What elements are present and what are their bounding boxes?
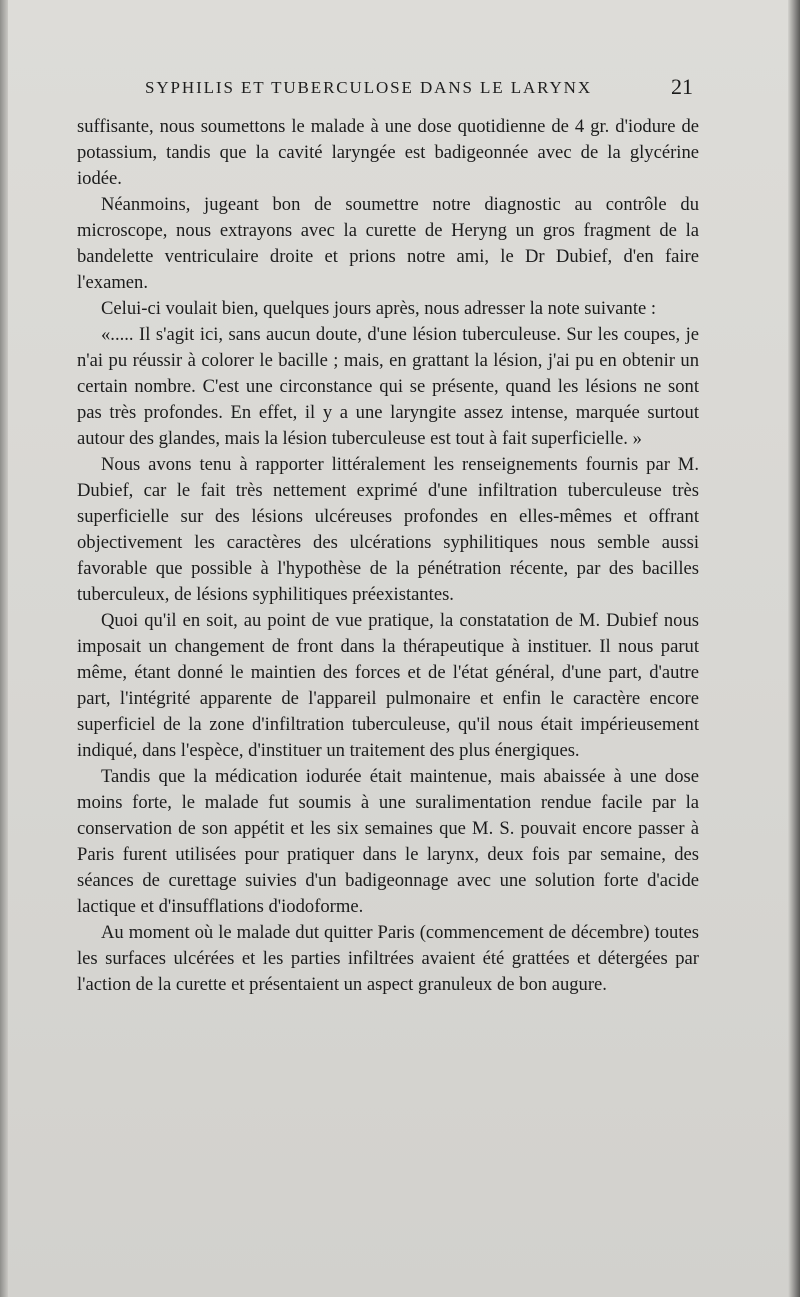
paragraph-8: Au moment où le malade dut quitter Paris (commencement de décembre) toutes les surfaces ulcérées et les parties infiltrées avaient été grattées et détergées par l'action de la curette et présentaient un aspect granuleux de bon augure. (77, 922, 699, 995)
paragraph-7: Tandis que la médication iodurée était maintenue, mais abaissée à une dose moins forte, le malade fut soumis à une suralimentation rendue facile par la conservation de son appétit et les six semaines que M. S. pouvait encore passer à Paris furent utilisées pour pratiquer dans le larynx, deux fois par semaine, des séances de curettage suivies d'un badigeonnage avec une solution forte d'acide lactique et d'insufflations d'iodoforme. (77, 766, 699, 917)
paragraph-5: Nous avons tenu à rapporter littéralement les renseignements fournis par M. Dubief, car le fait très nettement exprimé d'une infiltration tuberculeuse très superficielle sur des lésions ulcéreuses profondes en elles-mêmes et offrant objectivement les caractères des ulcérations syphilitiques nous semble aussi favorable que possible à l'hypothèse de la pénétration récente, par des bacilles tuberculeux, de lésions syphilitiques préexistantes. (77, 454, 699, 605)
page-edge-shadow (788, 0, 800, 1297)
paragraph-6: Quoi qu'il en soit, au point de vue pratique, la constatation de M. Dubief nous imposait un changement de front dans la thérapeutique à instituer. Il nous parut même, étant donné le maintien des forces et de l'état général, d'une part, d'autre part, l'intégrité apparente de l'appareil pulmonaire et enfin le caractère encore superficiel de la zone d'infiltration tuberculeuse, qu'il nous était impérieusement indiqué, dans l'espèce, d'instituer un traitement des plus énergiques. (77, 610, 699, 761)
paragraph-3: Celui-ci voulait bien, quelques jours après, nous adresser la note suivante : (101, 298, 657, 319)
paragraph-2: Néanmoins, jugeant bon de soumettre notre diagnostic au contrôle du microscope, nous extrayons avec la curette de Heryng un gros fragment de la bandelette ventriculaire droite et prions notre ami, le Dr Dubief, d'en faire l'examen. (77, 194, 699, 293)
page-gutter-shadow (0, 0, 8, 1297)
page-number: 21 (671, 74, 693, 99)
running-title: SYPHILIS ET TUBERCULOSE DANS LE LARYNX (145, 78, 593, 97)
quoted-note: «..... Il s'agit ici, sans aucun doute, d'une lésion tuberculeuse. Sur les coupes, je n'ai pu réussir à colorer le bacille ; mais, en grattant la lésion, j'ai pu en obtenir un certain nombre. C'est une circonstance qui se présente, quand les lésions ne sont pas très profondes. En effet, il y a une laryngite assez intense, marquée surtout autour des glandes, mais la lésion tuberculeuse est tout à fait superficielle. » (77, 324, 699, 449)
body-text (77, 114, 699, 998)
paragraph-1: suffisante, nous soumettons le malade à une dose quotidienne de 4 gr. d'iodure de potassium, tandis que la cavité laryngée est badigeonnée avec de la glycérine iodée. (77, 116, 699, 189)
